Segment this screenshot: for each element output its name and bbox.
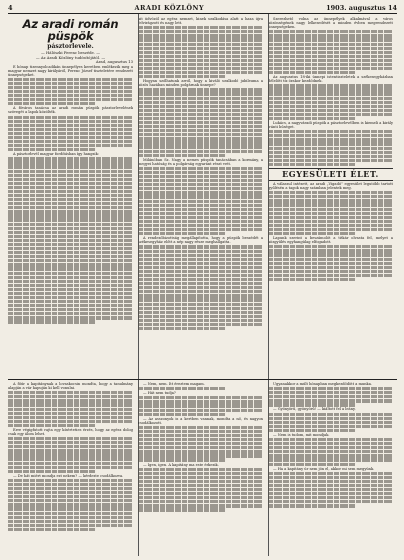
text-filler [8,276,133,279]
feuilleton-paragraph: — Nem, nem. Itt éreztem magam. [143,382,205,386]
text-filler [268,425,393,428]
text-filler [8,82,133,85]
text-filler [138,476,263,479]
text-filler [8,190,133,193]
text-filler [138,71,263,74]
text-filler [8,140,133,143]
text-filler [138,492,263,495]
text-filler [8,316,133,319]
text-filler [8,102,96,105]
text-filler [138,175,263,178]
text-filler [8,132,133,135]
text-filler [8,235,133,238]
text-filler [138,504,263,507]
text-filler [268,480,393,483]
text-filler [8,424,96,427]
text-filler [138,413,226,416]
text-filler [268,113,393,116]
article-paragraph: A pásztorlevél magyar fordításban így hangzik: [13,152,99,157]
text-filler [8,437,133,440]
text-filler [8,136,133,139]
text-filler [268,387,393,390]
text-filler [138,195,263,198]
text-filler [268,496,393,499]
text-filler [268,34,393,37]
text-filler [268,105,393,108]
text-filler [8,516,133,519]
text-filler [8,503,133,506]
text-filler [268,500,393,503]
text-filler [8,507,133,510]
text-filler [268,101,393,104]
text-filler [138,63,263,66]
text-filler [268,413,393,416]
text-filler [8,247,133,250]
text-filler [8,223,133,226]
text-filler [8,202,133,205]
text-filler [8,457,133,460]
text-filler [8,441,133,444]
text-filler [268,195,393,198]
article-column-1 [8,17,133,331]
text-filler [8,272,133,275]
text-filler [268,438,393,441]
text-filler [138,396,263,399]
feuilleton-column-1 [8,382,133,532]
text-filler [268,249,393,252]
text-filler [138,400,263,403]
text-filler [138,468,263,471]
text-filler [268,147,393,150]
text-filler [138,43,263,46]
text-filler [138,59,263,62]
text-filler [268,224,393,227]
top-columns [8,17,397,331]
text-filler [268,458,393,461]
feuilleton-paragraph: Erre végigfutott rajta egy kísérteties érzés, hogy az egész dolog csak egy álom lehet. [8,427,133,436]
text-filler [138,200,263,203]
text-filler [8,263,133,266]
section-title: EGYESÜLETI ÉLET. [268,168,393,181]
text-filler [138,55,263,58]
text-filler [8,206,133,209]
text-filler [138,286,263,289]
text-filler [138,294,263,297]
text-filler [138,303,263,306]
text-filler [138,228,263,231]
text-filler [138,488,263,491]
text-filler [268,504,356,507]
text-filler [268,421,393,424]
text-filler [268,476,393,479]
text-filler [8,462,133,465]
text-filler [8,296,133,299]
text-filler [138,290,263,293]
text-filler [268,403,356,406]
text-filler [268,488,393,491]
text-filler [268,138,393,141]
text-filler [138,191,263,194]
text-filler [268,117,356,120]
article-paragraph: A rendezőbizottság megállapította, hogy a püspök beszédét a székesegyház előtt a nép nagy része meghallgatta. [138,236,263,245]
text-filler [138,92,263,95]
section-paragraph: Lapunk szerint a beszámolót a titkár olvasta fel, melyet a közgyűlés egyhangúlag elfogadott. [268,236,393,245]
text-filler [8,312,133,315]
text-filler [8,267,133,270]
text-filler [8,512,133,515]
article-column-2 [138,17,263,331]
text-filler [268,51,393,54]
text-filler [138,101,263,104]
text-filler [138,212,263,215]
article-paragraph: Milánóban Sz. Nagy a nemes püspök tanácsában a kormány, a megyei hatóság és a polgárság egyaránt részt vett. [138,157,263,166]
text-filler [8,98,133,101]
text-filler [8,227,133,230]
text-filler [268,391,393,394]
text-filler [8,479,133,482]
text-filler [268,484,393,487]
text-filler [138,311,263,314]
text-filler [268,472,393,475]
text-filler [8,288,133,291]
text-filler [138,141,263,144]
feuilleton-column-3 [268,382,393,532]
text-filler [138,319,263,322]
article-subtitle: pásztorlevele. [47,43,94,50]
text-filler [138,404,263,407]
text-filler [8,94,133,97]
text-filler [8,412,133,415]
feuilleton-paragraph: — Ha a kapitány úr nem jön el, akkor mi sem megyünk. [273,466,375,471]
text-filler [138,154,226,157]
text-filler [8,308,133,311]
text-filler [138,508,226,511]
text-filler [8,78,133,81]
text-filler [8,466,133,469]
text-filler [268,278,356,281]
text-filler [268,208,393,211]
text-filler [138,75,226,78]
text-filler [138,500,263,503]
feuilleton-paragraph: — Nem is tudom, mit mondjak. [273,432,330,437]
text-filler [268,492,393,495]
text-filler [268,155,393,158]
text-filler [138,496,263,499]
text-filler [138,387,226,390]
article-source-note: — Az Aradi Közlöny tudósítójától. — [35,54,106,60]
text-filler [8,198,133,201]
text-filler [268,130,393,133]
text-filler [8,391,133,394]
section-paragraph: A válaszul intézett, az aradi „Vigadó” egyesület legutóbb tartott gyűlésén a tagok nagy számban jelentek meg. [268,182,393,191]
text-filler [8,165,133,168]
text-filler [138,426,263,429]
text-filler [268,417,393,420]
text-filler [138,34,263,37]
feuilleton-paragraph: — Igen, igen. A kapitány ma este érkezik. [143,462,219,467]
feuilleton-paragraph: — De hát miért mondja ezt nekem? — kérdezte csodálkozva. [13,473,124,478]
text-filler [8,304,133,307]
text-filler [138,121,263,124]
text-filler [138,113,263,116]
text-filler [138,208,263,211]
text-filler [8,416,133,419]
text-filler [268,55,393,58]
feuilleton-column-2 [138,382,263,532]
text-filler [138,183,263,186]
text-filler [138,97,263,100]
text-filler [8,470,96,473]
text-filler [138,442,263,445]
text-filler [138,26,263,29]
text-filler [268,38,393,41]
text-filler [8,453,133,456]
text-filler [268,47,393,50]
text-filler [268,446,393,449]
article-paragraph: Lukács, a nagyváradi püspök a pásztorlevélben is kiemeli a király iránti hűséget. [268,121,393,130]
text-filler [268,163,356,166]
text-filler [268,228,393,231]
text-filler [268,262,393,265]
text-filler [138,30,263,33]
text-filler [8,218,133,221]
text-filler [8,320,96,323]
text-filler [268,84,393,87]
text-filler [8,403,133,406]
text-filler [268,67,393,70]
text-filler [138,150,263,153]
text-filler [138,262,263,265]
text-filler [8,255,133,258]
text-filler [268,203,393,206]
text-filler [138,323,263,326]
text-filler [138,117,263,120]
text-filler [138,446,263,449]
feuilleton-divider [8,379,397,380]
text-filler [138,270,263,273]
text-filler [268,232,356,235]
text-filler [138,216,263,219]
text-filler [138,450,263,453]
page-number: 4 [8,4,13,12]
text-filler [268,199,393,202]
text-filler [138,266,263,269]
text-filler [138,298,263,301]
text-filler [268,43,393,46]
feuilleton-columns [8,382,397,532]
text-filler [8,280,133,283]
text-filler [268,134,393,137]
issue-date: 1903. augusztus 14 [326,4,397,12]
text-filler [138,282,263,285]
text-filler [138,307,263,310]
text-filler [8,520,133,523]
feuilleton-paragraph: A főúr a kapitánynak a lovaskocsin mondta, hogy a tanulmány alapján a vár kapuján ki kell vonulni. [8,382,133,391]
text-filler [8,148,96,151]
text-filler [138,480,263,483]
article-paragraph: A főváros tanácsa az aradi román püspök pásztorlevelének szövegét a lapok közölték. [8,106,133,115]
article-title: Az aradi román püspök [22,17,119,43]
text-filler [138,278,263,281]
text-filler [268,274,393,277]
text-filler [8,120,133,123]
text-filler [268,463,356,466]
text-filler [268,59,393,62]
text-filler [8,408,133,411]
text-filler [138,220,263,223]
text-filler [138,47,263,50]
text-filler [268,97,393,100]
text-filler [268,442,393,445]
text-filler [8,259,133,262]
text-filler [138,187,263,190]
text-filler [138,327,226,330]
article-paragraph: E hónap tizennyolcadikán ünnepélyes keretben emlékezik meg a magyar nemzet nagy királyáról, Ferenc József tiszteletére rendezett ünnepségeket. [8,64,133,77]
text-filler [138,133,263,136]
text-filler [8,300,133,303]
text-filler [138,145,263,148]
text-filler [8,194,133,197]
text-filler [138,171,263,174]
text-filler [268,266,393,269]
text-filler [8,399,133,402]
text-filler [138,137,263,140]
text-filler [268,142,393,145]
text-filler [268,270,393,273]
text-filler [268,395,393,398]
text-filler [138,484,263,487]
text-filler [268,399,393,402]
text-filler [138,129,263,132]
article-paragraph: Szerezhető volna az ünnepélyek alkalmával a város közönségének nagy lelkesedését a minden évben megrendezett ünnepségeken. [268,17,393,30]
text-filler [268,159,393,162]
article-dateline: Arad, augusztus 13 [95,59,133,64]
text-filler [8,487,133,490]
text-filler [8,157,133,160]
text-filler [268,212,393,215]
text-filler [8,210,133,213]
text-filler [8,186,133,189]
text-filler [8,214,133,217]
text-filler [268,253,393,256]
text-filler [8,178,133,181]
text-filler [138,179,263,182]
feuilleton-paragraph: Ugyanakkor a múlt hónapban megkezdődött a munka. [273,382,372,386]
feuilleton-paragraph: — Az asszonyok is a kertben vannak, mondta a nő, és nagyon csodálkozott. [138,416,263,425]
text-filler [8,231,133,234]
text-filler [138,88,263,91]
text-filler [8,284,133,287]
text-filler [8,239,133,242]
text-filler [8,124,133,127]
text-filler [138,434,263,437]
text-filler [8,182,133,185]
feuilleton-paragraph: — Gyönyörű, gyönyörű! — kiáltott fel a leány. [273,407,356,412]
text-filler [8,499,133,502]
text-filler [138,232,226,235]
text-filler [138,125,263,128]
text-filler [268,258,393,261]
text-filler [138,224,263,227]
text-filler [8,144,133,147]
text-filler [268,429,356,432]
text-filler [138,109,263,112]
text-filler [8,116,133,119]
text-filler [138,258,263,261]
text-filler [8,395,133,398]
text-filler [8,170,133,173]
text-filler [8,292,133,295]
text-filler [268,109,393,112]
text-filler [268,191,393,194]
text-filler [8,445,133,448]
text-filler [138,250,263,253]
text-filler [138,254,263,257]
text-filler [268,450,393,453]
text-filler [268,454,393,457]
text-filler [138,167,263,170]
text-filler [138,430,263,433]
text-filler [268,63,393,66]
article-column-3 [268,17,393,331]
text-filler [138,274,263,277]
text-filler [8,420,133,423]
feuilleton-paragraph: — Hát nem tudja? [143,391,176,396]
text-filler [138,245,263,248]
text-filler [8,243,133,246]
text-filler [268,30,393,33]
text-filler [138,458,226,461]
text-filler [8,174,133,177]
text-filler [138,105,263,108]
text-filler [8,528,96,531]
text-filler [268,216,393,219]
article-paragraph: Hogyan szólhatunk arról, hogy a kiváló uralkodó jubileuma a közös hazában minden polgárnak ünnepe? [138,79,263,88]
text-filler [138,38,263,41]
text-filler [138,438,263,441]
text-filler [138,51,263,54]
text-filler [8,161,133,164]
text-filler [8,495,133,498]
text-filler [138,315,263,318]
text-filler [138,204,263,207]
masthead [8,4,397,14]
text-filler [8,90,133,93]
text-filler [138,454,263,457]
paper-name: ARADI KÖZLÖNY [134,4,205,12]
text-filler [8,524,133,527]
text-filler [8,86,133,89]
text-filler [8,128,133,131]
text-filler [268,151,393,154]
article-paragraph: kit üdvözöl az egész nemzet, kinek uralkodása alatt a haza újra felvirágzott és nagy lett. [138,17,263,26]
article-paragraph: Az augusztus 18-iki ünnepi istentiszteletek a székesegyházban délelőtt tíz órakor kezdődnek. [268,75,393,84]
text-filler [268,245,393,248]
text-filler [138,67,263,70]
text-filler [8,251,133,254]
text-filler [268,71,356,74]
text-filler [268,92,393,95]
text-filler [8,449,133,452]
text-filler [268,220,393,223]
text-filler [268,88,393,91]
text-filler [8,491,133,494]
article-byline: — Hálószki Ferenc beszéde. — [40,50,101,55]
text-filler [8,483,133,486]
text-filler [138,472,263,475]
text-filler [138,409,263,412]
